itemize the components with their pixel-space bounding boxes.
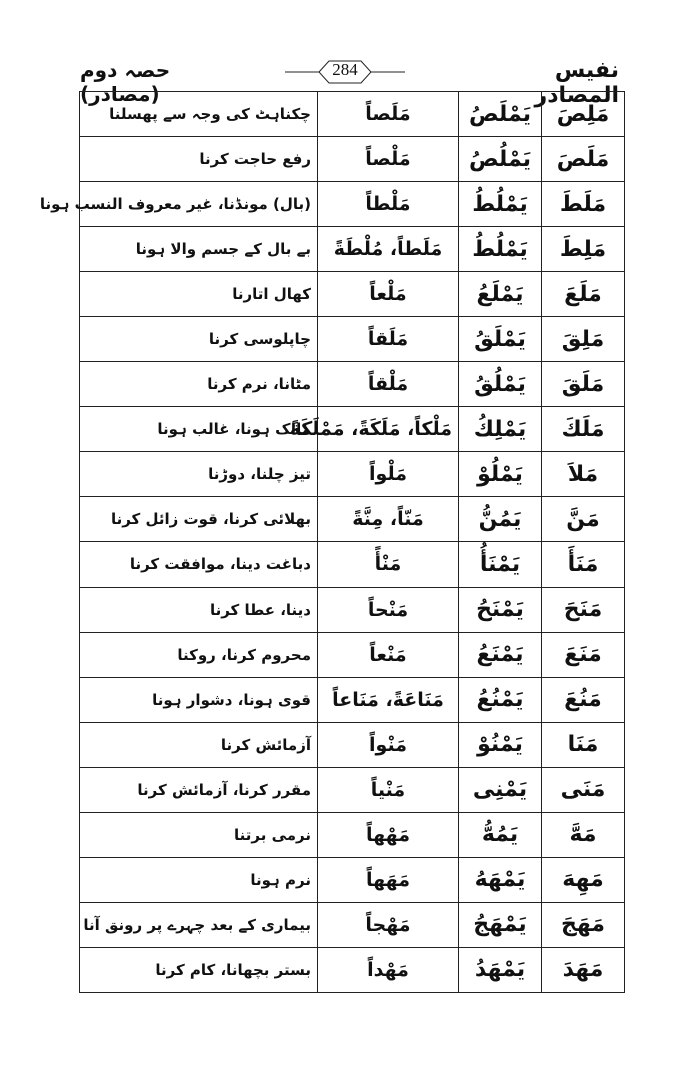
page-number-ornament [285, 56, 405, 88]
masdar: مَهْجاً [318, 902, 459, 947]
masdar: مَلْكاً، مَلَكَةً، مَمْلَكَةً [318, 407, 459, 452]
root-verb: مَلَقَ [542, 362, 625, 407]
root-verb: مَهَدَ [542, 947, 625, 992]
root-verb: مَنَعَ [542, 632, 625, 677]
meaning: قوی ہونا، دشوار ہونا [80, 677, 318, 722]
table-row [80, 227, 625, 272]
meaning: کھال اتارنا [80, 272, 318, 317]
table-row [80, 182, 625, 227]
table-row [80, 857, 625, 902]
imperfect-verb: یَمْنَعُ [459, 632, 542, 677]
masdar: مَنْأً [318, 542, 459, 587]
table-row [80, 407, 625, 452]
masdar: مَنّاً، مِنَّةً [318, 497, 459, 542]
masdar: مَنَاعَةً، مَنَاعاً [318, 677, 459, 722]
table-row [80, 677, 625, 722]
verb-table [39, 91, 625, 993]
meaning: مالک ہونا، غالب ہونا [80, 407, 318, 452]
root-verb: مَلِطَ [542, 227, 625, 272]
masdar: مَنْیاً [318, 767, 459, 812]
table-row [80, 317, 625, 362]
imperfect-verb: یَمْنَأُ [459, 542, 542, 587]
table-row [80, 497, 625, 542]
page-header [0, 0, 689, 108]
meaning: چاپلوسی کرنا [80, 317, 318, 362]
verb-table-body [39, 92, 625, 993]
masdar: مَنْعاً [318, 632, 459, 677]
masdar: مَنْحاً [318, 587, 459, 632]
meaning: نرم ہونا [80, 857, 318, 902]
meaning: نرمی برتنا [80, 812, 318, 857]
meaning: بے بال کے جسم والا ہونا [80, 227, 318, 272]
root-verb: مَنُعَ [542, 677, 625, 722]
root-verb: مَنَی [542, 767, 625, 812]
root-verb: مَلَطَ [542, 182, 625, 227]
imperfect-verb: یَمْلُصُ [459, 137, 542, 182]
masdar: مَهْداً [318, 947, 459, 992]
masdar: مَلَقاً [318, 317, 459, 362]
table-row [80, 947, 625, 992]
imperfect-verb: یَمْنَحُ [459, 587, 542, 632]
imperfect-verb: یَمْهَدُ [459, 947, 542, 992]
table-row [80, 587, 625, 632]
section-title: حصہ دوم (مصادر) [80, 58, 171, 106]
imperfect-verb: یَمْلِكُ [459, 407, 542, 452]
root-verb: مَنَأَ [542, 542, 625, 587]
root-verb: مَلِصَ [542, 92, 625, 137]
book-title: نفیس المصادر [534, 58, 619, 108]
root-verb: مَهِهَ [542, 857, 625, 902]
imperfect-verb: یَمْلُوْ [459, 452, 542, 497]
masdar: مَلْواً [318, 452, 459, 497]
imperfect-verb: یَمُهُّ [459, 812, 542, 857]
table-row [80, 137, 625, 182]
masdar: مَهَهاً [318, 857, 459, 902]
masdar: مَلْقاً [318, 362, 459, 407]
root-verb: مَلَصَ [542, 137, 625, 182]
table-row [80, 632, 625, 677]
root-verb: مَلَعَ [542, 272, 625, 317]
masdar: مَنْواً [318, 722, 459, 767]
root-verb: مَلاَ [542, 452, 625, 497]
table-row [80, 542, 625, 587]
masdar: مَلَصاً [318, 92, 459, 137]
root-verb: مَنَّ [542, 497, 625, 542]
table-row [80, 452, 625, 497]
meaning: دباغت دینا، موافقت کرنا [80, 542, 318, 587]
meaning: مقرر کرنا، آزمائش کرنا [80, 767, 318, 812]
imperfect-verb: یَمْنُوْ [459, 722, 542, 767]
masdar: مَلْطاً [318, 182, 459, 227]
imperfect-verb: یَمْنِی [459, 767, 542, 812]
table-row [80, 362, 625, 407]
table-row [80, 272, 625, 317]
root-verb: مَلَكَ [542, 407, 625, 452]
masdar: مَلْصاً [318, 137, 459, 182]
page-number: 284 [332, 60, 358, 79]
root-verb: مَهَجَ [542, 902, 625, 947]
meaning: محروم کرنا، روکنا [80, 632, 318, 677]
table-row [80, 767, 625, 812]
imperfect-verb: یَمُنُّ [459, 497, 542, 542]
meaning: دینا، عطا کرنا [80, 587, 318, 632]
masdar: مَلَطاً، مُلْطَةً [318, 227, 459, 272]
imperfect-verb: یَمْلَصُ [459, 92, 542, 137]
meaning: چکناہٹ کی وجہ سے پھسلنا [80, 92, 318, 137]
imperfect-verb: یَمْلُقُ [459, 362, 542, 407]
imperfect-verb: یَمْلُطُ [459, 182, 542, 227]
imperfect-verb: یَمْهَهُ [459, 857, 542, 902]
root-verb: مَلِقَ [542, 317, 625, 362]
table-row [80, 92, 625, 137]
imperfect-verb: یَمْهَجُ [459, 902, 542, 947]
table-row [80, 722, 625, 767]
root-verb: مَنَحَ [542, 587, 625, 632]
masdar: مَهْهاً [318, 812, 459, 857]
table-row [80, 812, 625, 857]
imperfect-verb: یَمْنُعُ [459, 677, 542, 722]
meaning: بستر بچھانا، کام کرنا [80, 947, 318, 992]
root-verb: مَهَّ [542, 812, 625, 857]
meaning: (بال) مونڈنا، غیر معروف النسب ہونا [80, 182, 318, 227]
table-row [80, 902, 625, 947]
meaning: بھلائی کرنا، قوت زائل کرنا [80, 497, 318, 542]
meaning: آزمائش کرنا [80, 722, 318, 767]
masdar: مَلْعاً [318, 272, 459, 317]
root-verb: مَنَا [542, 722, 625, 767]
meaning: بیماری کے بعد چہرے پر رونق آنا [80, 902, 318, 947]
imperfect-verb: یَمْلَعُ [459, 272, 542, 317]
imperfect-verb: یَمْلَقُ [459, 317, 542, 362]
imperfect-verb: یَمْلُطُ [459, 227, 542, 272]
meaning: مٹانا، نرم کرنا [80, 362, 318, 407]
meaning: رفع حاجت کرنا [80, 137, 318, 182]
meaning: تیز چلنا، دوڑنا [80, 452, 318, 497]
